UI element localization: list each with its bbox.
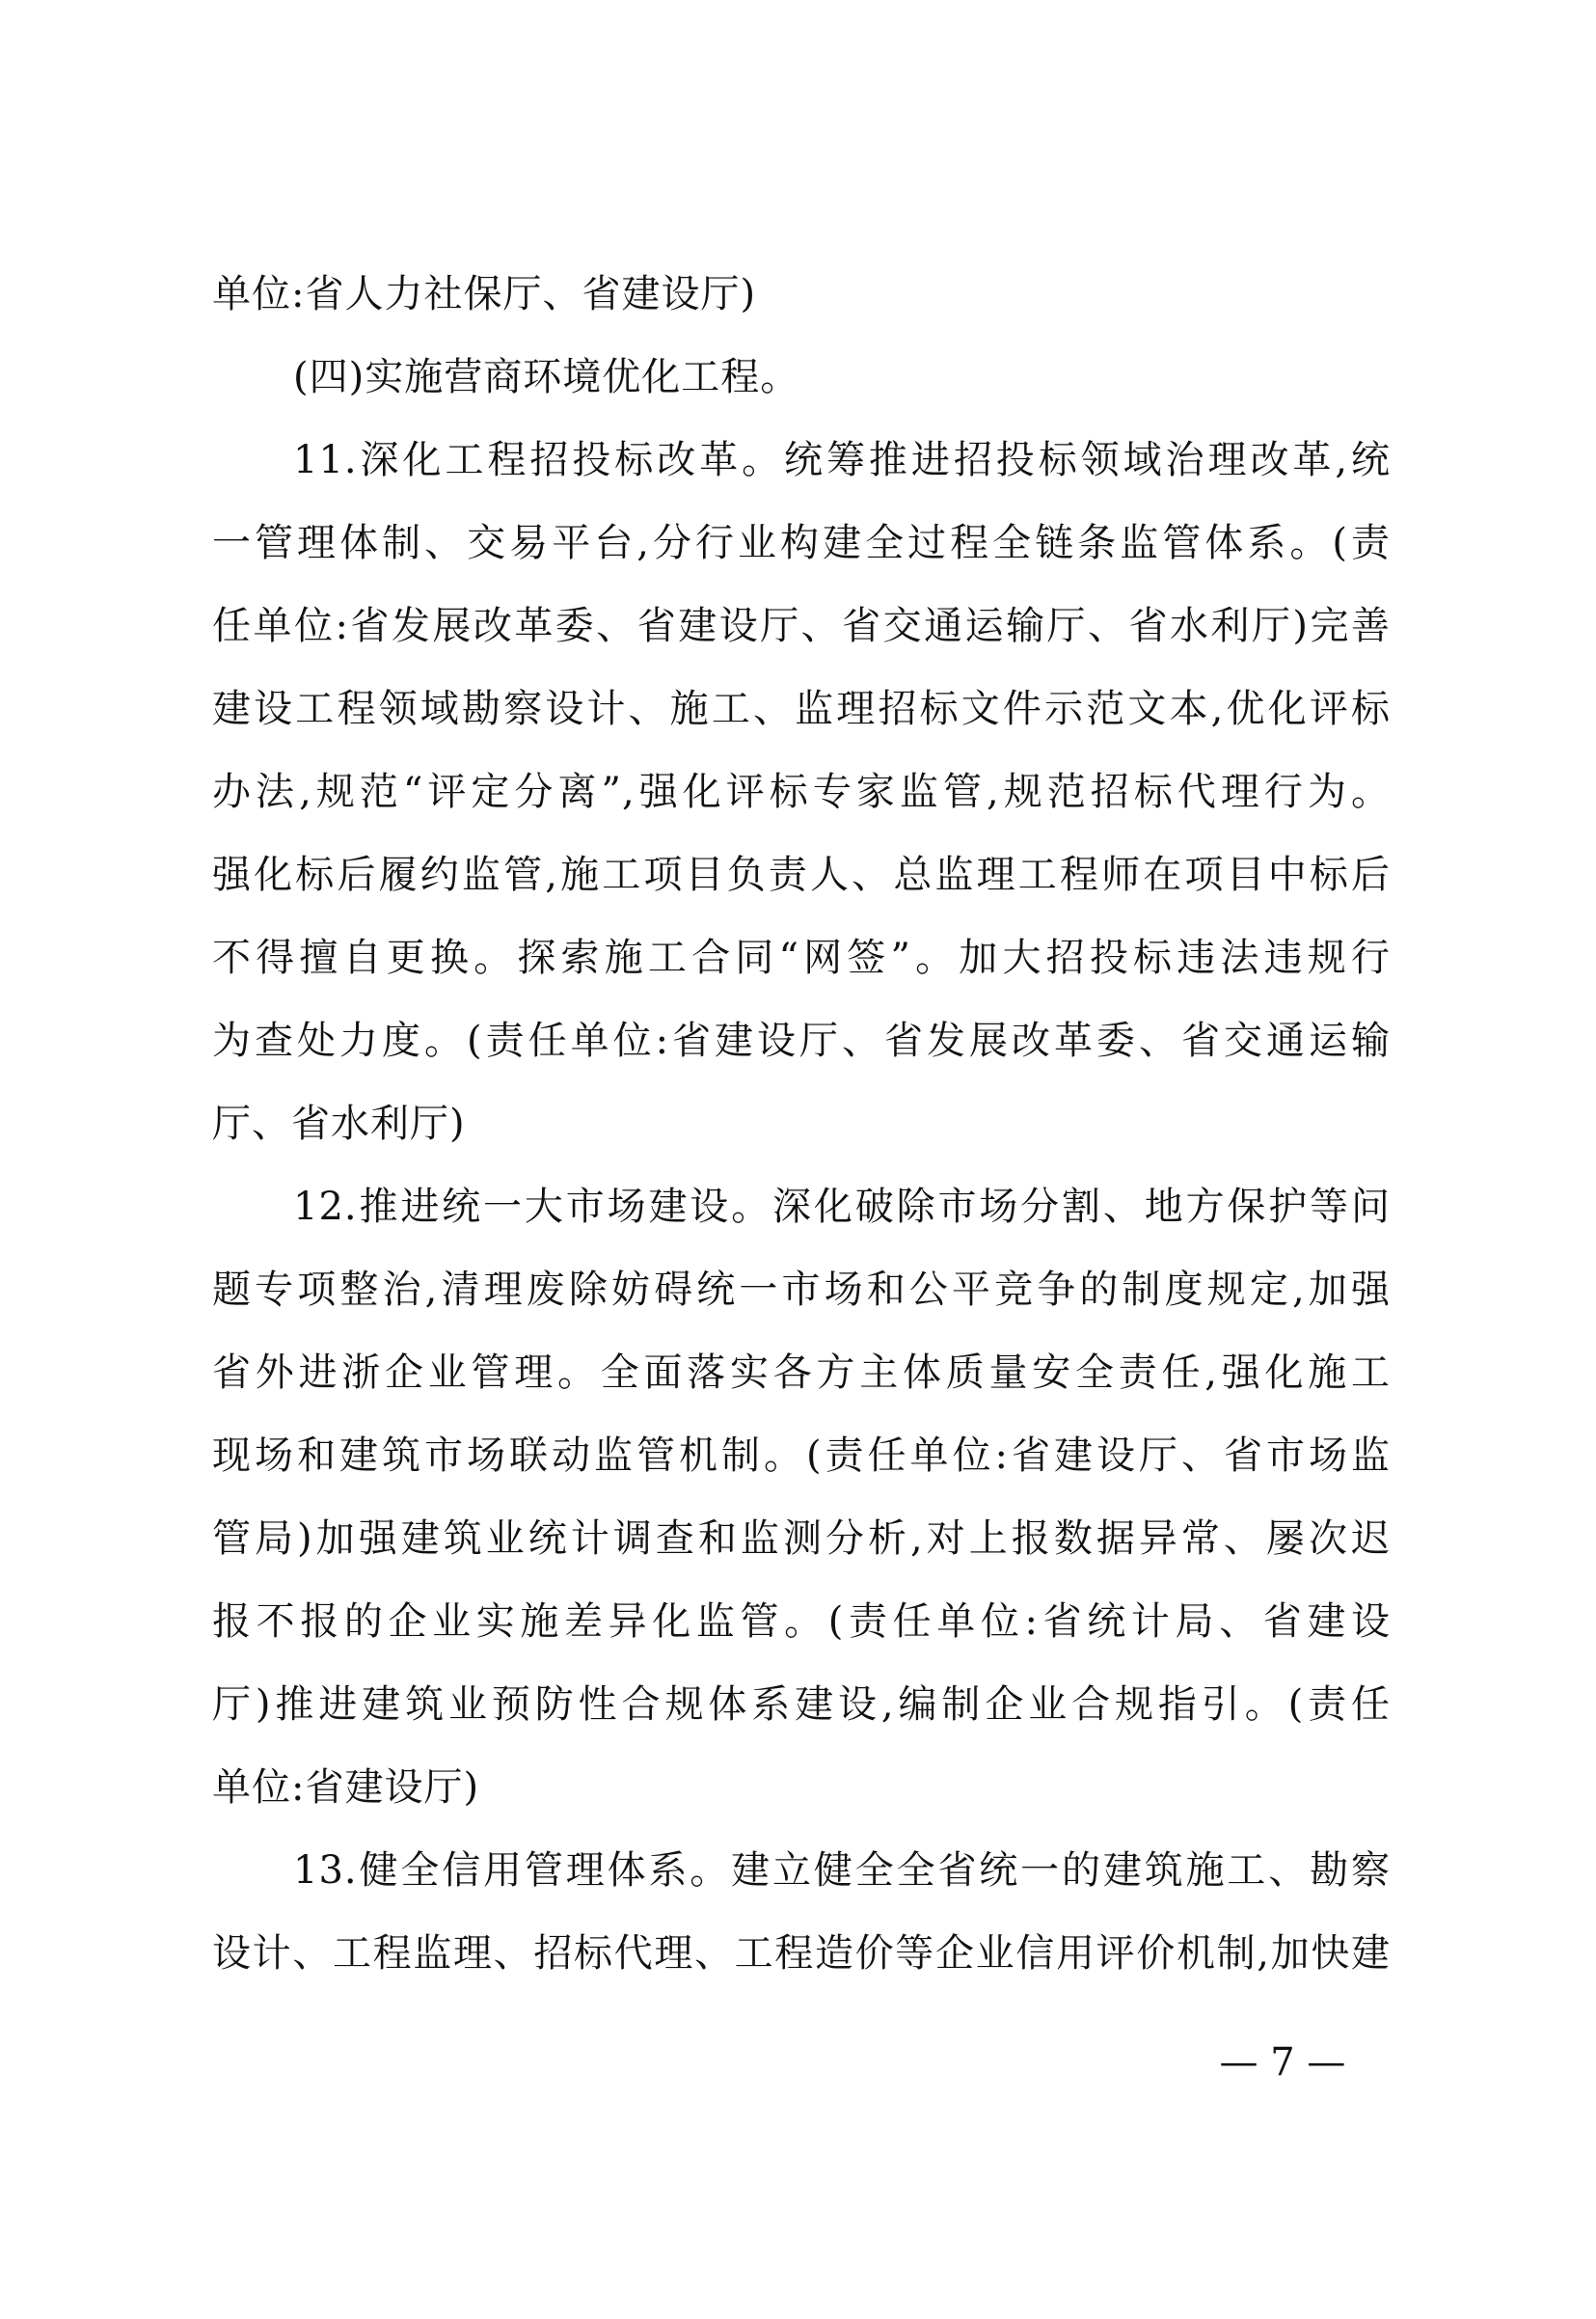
text-line: 厅)推进建筑业预防性合规体系建设,编制企业合规指引。(责任	[212, 1682, 1391, 1727]
paragraph	[212, 1165, 1391, 1829]
text-line: 省外进浙企业管理。全面落实各方主体质量安全责任,强化施工	[212, 1350, 1391, 1395]
text-line: 厅、省水利厅)	[212, 1102, 466, 1146]
text-line: 为查处力度。(责任单位:省建设厅、省发展改革委、省交通运输	[212, 1019, 1391, 1063]
paragraph	[212, 1829, 1391, 1995]
text-line: 任单位:省发展改革委、省建设厅、省交通运输厅、省水利厅)完善	[212, 604, 1391, 648]
text-line: 一管理体制、交易平台,分行业构建全过程全链条监管体系。(责	[212, 521, 1391, 565]
paragraph	[212, 253, 1391, 336]
text-line: 建设工程领域勘察设计、施工、监理招标文件示范文本,优化评标	[212, 687, 1391, 731]
text-line: 单位:省人力社保厅、省建设厅)	[212, 272, 757, 316]
document-body	[212, 253, 1391, 1995]
text-line: 强化标后履约监管,施工项目负责人、总监理工程师在项目中标后	[212, 853, 1391, 897]
text-line: 单位:省建设厅)	[212, 1765, 480, 1810]
text-line: 现场和建筑市场联动监管机制。(责任单位:省建设厅、省市场监	[212, 1433, 1391, 1478]
text-line: 题专项整治,清理废除妨碍统一市场和公平竞争的制度规定,加强	[212, 1268, 1391, 1312]
text-line: 11.深化工程招投标改革。统筹推进招投标领域治理改革,统	[293, 438, 1391, 482]
text-line: 12.推进统一大市场建设。深化破除市场分割、地方保护等问	[293, 1185, 1391, 1229]
text-line: 报不报的企业实施差异化监管。(责任单位:省统计局、省建设	[212, 1599, 1391, 1644]
text-line: 办法,规范“评定分离”,强化评标专家监管,规范招标代理行为。	[212, 770, 1391, 814]
text-line: 设计、工程监理、招标代理、工程造价等企业信用评价机制,加快建	[212, 1931, 1391, 1976]
text-line: 13.健全信用管理体系。建立健全全省统一的建筑施工、勘察	[293, 1848, 1391, 1893]
text-line: (四)实施营商环境优化工程。	[293, 355, 800, 399]
text-line: 管局)加强建筑业统计调查和监测分析,对上报数据异常、屡次迟	[212, 1516, 1391, 1561]
page-number: — 7 —	[1219, 2040, 1346, 2085]
paragraph	[212, 336, 1391, 419]
paragraph	[212, 419, 1391, 1165]
text-line: 不得擅自更换。探索施工合同“网签”。加大招投标违法违规行	[212, 936, 1391, 980]
